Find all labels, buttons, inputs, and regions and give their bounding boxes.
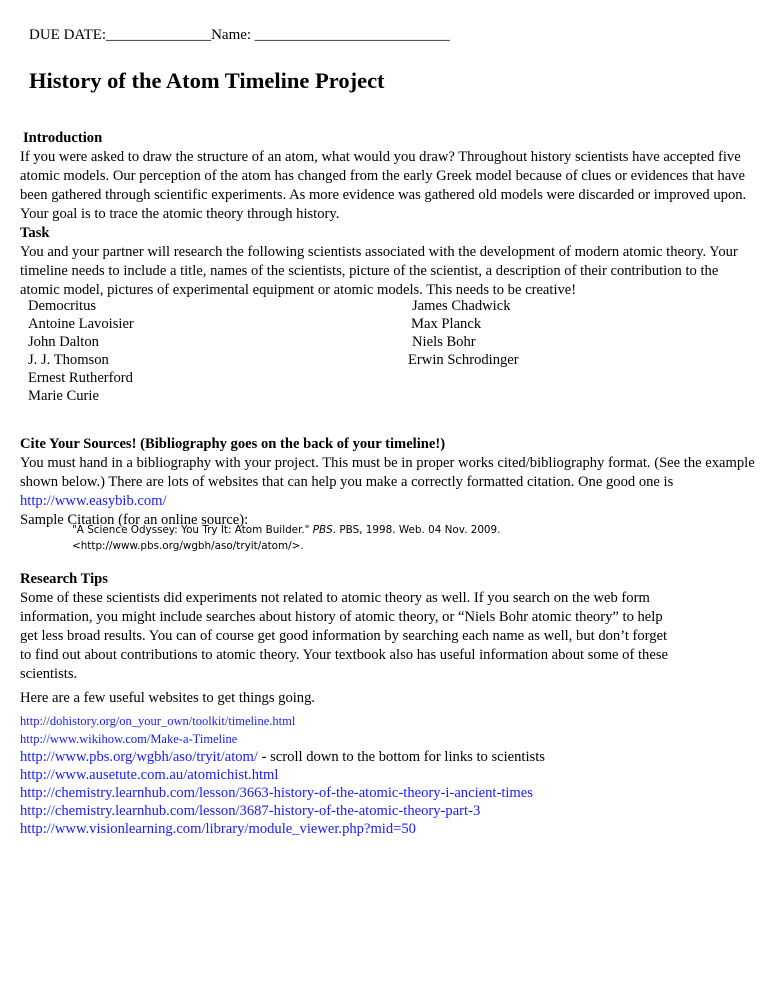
websites-intro: Here are a few useful websites to get things going. bbox=[20, 690, 316, 706]
task-heading: Task bbox=[20, 225, 50, 241]
introduction-heading: Introduction bbox=[23, 130, 103, 146]
website-link[interactable]: http://dohistory.org/on_your_own/toolkit/timeline.html bbox=[20, 714, 296, 728]
scientist-name: Erwin Schrodinger bbox=[408, 352, 519, 368]
due-date-name-line: DUE DATE:______________Name: __________________________ bbox=[29, 27, 450, 43]
scientist-list-right bbox=[408, 297, 519, 369]
website-link[interactable]: http://www.visionlearning.com/library/module_viewer.php?mid=50 bbox=[20, 821, 416, 837]
sources-text bbox=[20, 454, 755, 511]
sources-text-body: You must hand in a bibliography with your project. This must be in proper works cited/bibliography format. (See the example shown below.) There are lots of websites that can help you make a correctly formatted citation. One good one is bbox=[20, 455, 755, 490]
scientist-name: Democritus bbox=[28, 298, 97, 314]
sample-citation-label: Sample Citation (for an online source): bbox=[20, 512, 249, 528]
research-tips-text: Some of these scientists did experiments not related to atomic theory as well. If you search on the web form information, you might include searches about history of atomic theory, or “Niels Bohr atomic theory” to help get less broad results. You can of course get good information by searching each name as well, but don’t forget to find out about contributions to atomic theory. Your textbook also has useful information about some of these scientists. bbox=[20, 590, 668, 682]
citation-details: . PBS, 1998. Web. 04 Nov. 2009. bbox=[332, 524, 501, 536]
website-link[interactable]: http://www.ausetute.com.au/atomichist.html bbox=[20, 767, 279, 783]
page-title: History of the Atom Timeline Project bbox=[29, 68, 385, 93]
scientist-name: Max Planck bbox=[411, 316, 482, 332]
websites-list bbox=[20, 712, 545, 838]
scientist-name: Ernest Rutherford bbox=[28, 370, 133, 386]
scientist-name: J. J. Thomson bbox=[28, 352, 109, 368]
introduction-section bbox=[20, 129, 755, 300]
citation-publisher: PBS bbox=[312, 524, 333, 536]
scientist-name: Niels Bohr bbox=[412, 334, 476, 350]
introduction-text: If you were asked to draw the structure of an atom, what would you draw? Throughout history scientists have accepted five atomic models. Our perception of the atom has changed from the early Greek model because of clues or evidences that have been gathered through scientific experiments. As more evidence was gathered old models were discarded or improved upon. Your goal is to trace the atomic theory through history. bbox=[20, 149, 747, 222]
citation-title: "A Science Odyssey: You Try It: Atom Builder." bbox=[72, 524, 313, 536]
scientist-name: Antoine Lavoisier bbox=[28, 316, 134, 332]
website-link[interactable]: http://chemistry.learnhub.com/lesson/3663-history-of-the-atomic-theory-i-ancient-times bbox=[20, 785, 533, 801]
scientist-name: John Dalton bbox=[28, 334, 99, 350]
scientist-name: Marie Curie bbox=[28, 388, 99, 404]
sample-citation bbox=[72, 522, 692, 554]
pbs-note: - scroll down to the bottom for links to scientists bbox=[257, 749, 545, 765]
research-tips-heading: Research Tips bbox=[20, 571, 108, 587]
citation-url: <http://www.pbs.org/wgbh/aso/tryit/atom/>. bbox=[72, 540, 304, 552]
sources-section bbox=[20, 435, 755, 530]
scientist-list-left bbox=[28, 297, 134, 405]
website-link[interactable]: http://www.pbs.org/wgbh/aso/tryit/atom/ bbox=[20, 749, 258, 765]
website-link[interactable]: http://www.wikihow.com/Make-a-Timeline bbox=[20, 732, 238, 746]
scientist-name: James Chadwick bbox=[412, 298, 511, 314]
research-tips-section bbox=[20, 570, 670, 684]
website-link[interactable]: http://chemistry.learnhub.com/lesson/3687-history-of-the-atomic-theory-part-3 bbox=[20, 803, 481, 819]
easybib-link[interactable]: http://www.easybib.com/ bbox=[20, 493, 167, 509]
sources-heading: Cite Your Sources! (Bibliography goes on the back of your timeline!) bbox=[20, 436, 446, 452]
task-text: You and your partner will research the following scientists associated with the development of modern atomic theory. Your timeline needs to include a title, names of the scientists, picture of the scientist, a description of their contribution to the atomic model, pictures of experimental equipment or atomic models. This needs to be creative! bbox=[20, 244, 738, 298]
